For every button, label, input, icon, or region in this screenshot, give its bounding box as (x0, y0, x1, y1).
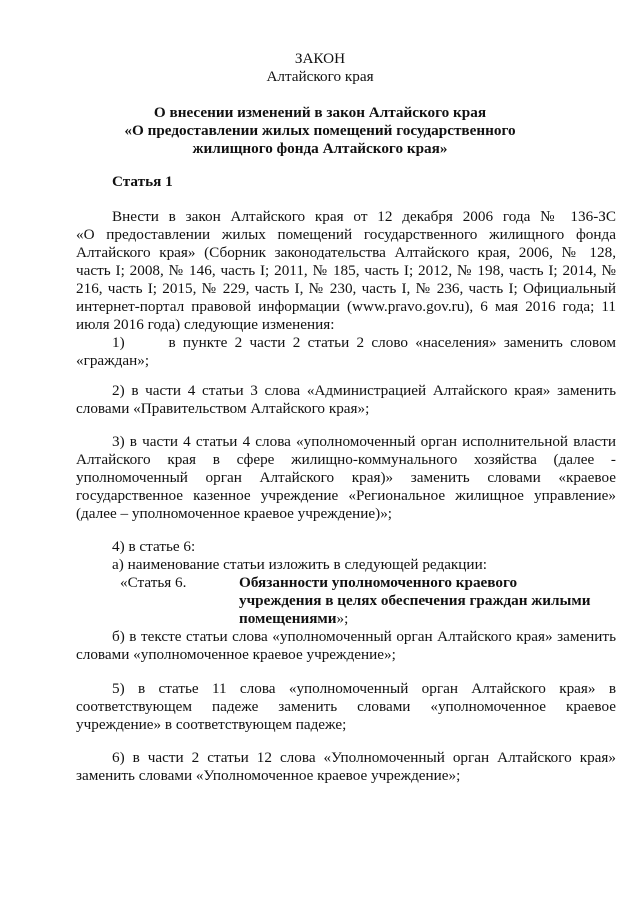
item-1-line: «граждан»; (76, 352, 150, 369)
quote-title-line: помещениями (239, 610, 337, 627)
quote-title-last (239, 610, 348, 628)
quote-label: «Статья 6. (120, 574, 187, 591)
item-3-line: уполномоченный орган Алтайского края)» заменить словами «краевое (76, 469, 616, 486)
item-5-line: учреждение» в соответствующем падеже; (76, 716, 347, 733)
item-2-line: словами «Правительством Алтайского края»; (76, 400, 370, 417)
title-line: О внесении изменений в закон Алтайского края (153, 104, 487, 121)
quote-title-line: Обязанности уполномоченного краевого (239, 574, 518, 591)
item-5-line: 5) в статье 11 слова «уполномоченный орган Алтайского края» в (112, 680, 616, 697)
item-5-line: соответствующем падеже заменить словами «уполномоченное краевое (76, 698, 616, 715)
title-line: жилищного фонда Алтайского края» (192, 140, 448, 157)
item-4-sub-b-line: б) в тексте статьи слова «уполномоченный орган Алтайского края» заменить (112, 628, 616, 645)
intro-line: интернет-портал правовой информации (www.pravo.gov.ru), 6 мая 2016 года; 11 (76, 298, 616, 315)
item-2-line: 2) в части 4 статьи 3 слова «Администрацией Алтайского края» заменить (112, 382, 616, 399)
intro-line: часть I; 2008, № 146, часть I; 2011, № 185, часть I; 2012, № 198, часть I; 2014, № (76, 262, 616, 279)
intro-line: «О предоставлении жилых помещений государственного жилищного фонда (76, 226, 616, 243)
intro-line: Алтайского края» (Сборник законодательства Алтайского края, 2006, № 128, (76, 244, 616, 261)
intro-line: 216, часть I; 2015, № 229, часть I, № 230, часть I, № 236, часть I; Официальный (76, 280, 616, 297)
item-3-line: государственное казенное учреждение «Региональное жилищное управление» (76, 487, 616, 504)
item-3-line: 3) в части 4 статьи 4 слова «уполномоченный орган исполнительной власти (112, 433, 616, 450)
item-4-sub-a: а) наименование статьи изложить в следующей редакции: (112, 556, 487, 573)
item-4-head: 4) в статье 6: (112, 538, 196, 555)
item-4-sub-b-line: словами «уполномоченное краевое учреждение»; (76, 646, 396, 663)
quote-title-line: учреждения в целях обеспечения граждан жилыми (239, 592, 591, 609)
region-label: Алтайского края (266, 68, 374, 85)
item-3-line: (далее – уполномоченное краевое учреждение)»; (76, 505, 393, 522)
item-6-line: 6) в части 2 статьи 12 слова «Уполномоченный орган Алтайского края» (112, 749, 616, 766)
quote-end: »; (336, 610, 349, 627)
law-label: ЗАКОН (294, 50, 346, 67)
title-line: «О предоставлении жилых помещений государственного (124, 122, 516, 139)
item-1-line: 1) в пункте 2 части 2 статьи 2 слово «населения» заменить словом (112, 334, 616, 351)
item-6-line: заменить словами «Уполномоченное краевое учреждение»; (76, 767, 461, 784)
intro-line: Внести в закон Алтайского края от 12 декабря 2006 года № 136-ЗС (112, 208, 616, 225)
article-heading: Статья 1 (112, 173, 173, 190)
item-3-line: Алтайского края в сфере жилищно-коммунального хозяйства (далее - (76, 451, 616, 468)
intro-line: июля 2016 года) следующие изменения: (76, 316, 335, 333)
